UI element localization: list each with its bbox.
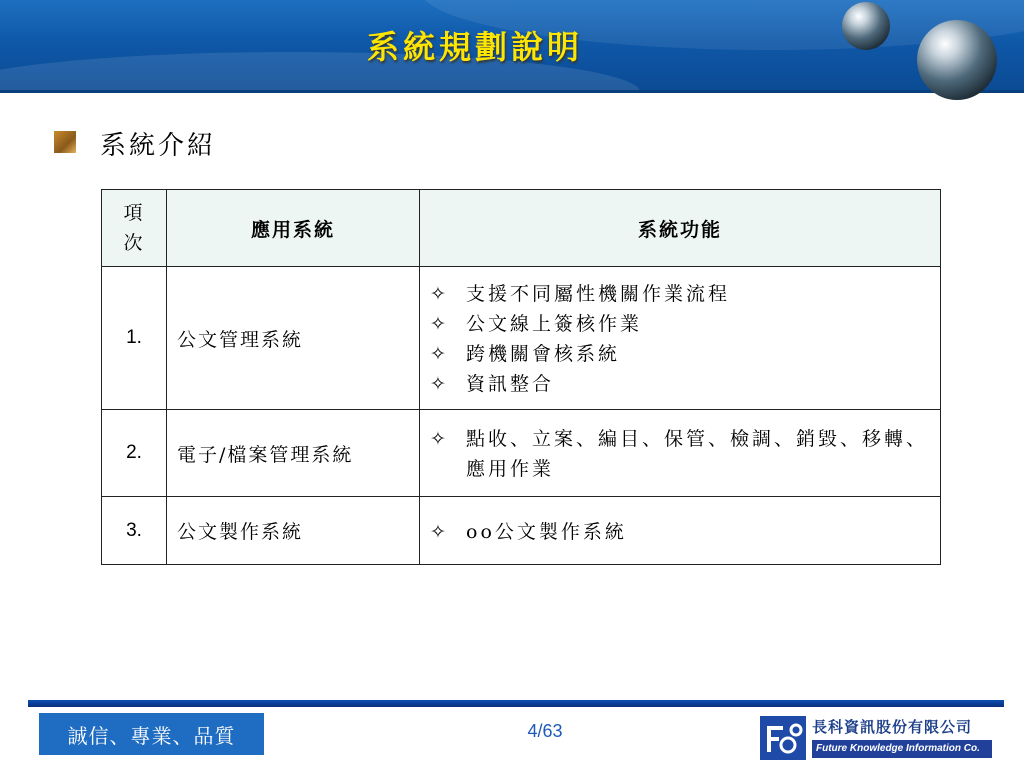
function-item: ✧ 公文線上簽核作業 xyxy=(430,309,932,339)
decorative-orb-large-icon xyxy=(917,20,997,100)
diamond-bullet-icon: ✧ xyxy=(430,313,449,335)
section-heading: 系統介紹 xyxy=(100,131,217,161)
company-logo xyxy=(760,716,992,760)
slide-title: 系統規劃說明 xyxy=(366,28,583,66)
row-number: 1. xyxy=(102,267,167,410)
row-number: 2. xyxy=(102,410,167,497)
header-item-no-label: 項次 xyxy=(123,202,145,254)
row-functions xyxy=(420,497,941,565)
decorative-orb-small-icon xyxy=(842,2,890,50)
table-row xyxy=(102,410,941,497)
diamond-bullet-icon: ✧ xyxy=(430,428,449,450)
row-number: 3. xyxy=(102,497,167,565)
diamond-bullet-icon: ✧ xyxy=(430,373,449,395)
row-application: 公文製作系統 xyxy=(167,497,420,565)
function-item: ✧ oo公文製作系統 xyxy=(430,517,932,547)
row-application: 公文管理系統 xyxy=(167,267,420,410)
square-bullet-icon xyxy=(54,131,76,153)
table-row xyxy=(102,267,941,410)
company-name-en: Future Knowledge Information Co. xyxy=(812,740,992,758)
company-name-cn: 長科資訊股份有限公司 xyxy=(812,719,973,736)
row-functions xyxy=(420,267,941,410)
header-item-no xyxy=(102,190,167,267)
company-logo-icon xyxy=(760,716,806,760)
row-application: 電子/檔案管理系統 xyxy=(167,410,420,497)
function-item: ✧ 跨機關會核系統 xyxy=(430,339,932,369)
row-functions xyxy=(420,410,941,497)
diamond-bullet-icon: ✧ xyxy=(430,343,449,365)
table-row xyxy=(102,497,941,565)
function-item: ✧ 點收、立案、編目、保管、檢調、銷毀、移轉、應用作業 xyxy=(430,424,932,484)
diamond-bullet-icon: ✧ xyxy=(430,283,449,305)
header-application: 應用系統 xyxy=(167,190,420,267)
system-table xyxy=(101,189,941,565)
footer-motto: 誠信、專業、品質 xyxy=(39,713,264,755)
diamond-bullet-icon: ✧ xyxy=(430,520,449,543)
header-bottom-line xyxy=(0,90,1024,93)
function-item: ✧ 支援不同屬性機關作業流程 xyxy=(430,279,932,309)
header-function: 系統功能 xyxy=(420,190,941,267)
footer-divider xyxy=(28,700,1004,707)
table-header-row xyxy=(102,190,941,267)
page-number: 4/63 xyxy=(527,721,563,741)
function-item: ✧ 資訊整合 xyxy=(430,369,932,399)
